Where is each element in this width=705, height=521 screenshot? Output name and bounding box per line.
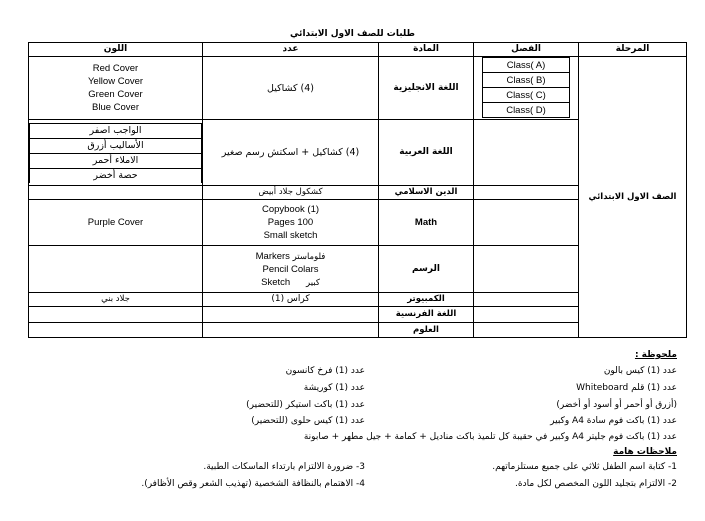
color-math: Purple Cover	[29, 200, 203, 246]
count-computer: كراس (1)	[203, 293, 379, 307]
class-item: Class( B)	[483, 73, 570, 88]
class-empty	[474, 323, 579, 338]
class-item: Class( C)	[483, 88, 570, 103]
subject-islamic: الدين الاسلامي	[379, 186, 474, 200]
count-line: كبير Sketch	[261, 276, 320, 288]
count-science	[203, 323, 379, 338]
color-item: حصة أخضر	[30, 168, 202, 183]
count-french	[203, 307, 379, 323]
class-empty	[474, 246, 579, 293]
color-computer: جلاد بني	[29, 293, 203, 307]
class-empty	[474, 120, 579, 186]
count-line: Pencil Colars	[262, 263, 319, 275]
table-header-row	[29, 43, 687, 57]
page-title: طلبات للصف الاول الابتدائي	[289, 29, 416, 39]
class-list	[482, 57, 570, 118]
color-arabic	[29, 120, 203, 186]
note-item: عدد (1) كيس بالون	[603, 366, 677, 376]
note-item: (أزرق أو أحمر أو أسود أو أخضر)	[556, 400, 677, 410]
count-art	[203, 246, 379, 293]
header-color: اللون	[29, 43, 203, 57]
count-english: (4) كشاكيل	[203, 57, 379, 120]
header-subject: المادة	[379, 43, 474, 57]
count-line: (1) Copybook	[261, 204, 320, 215]
important-heading: ملاحظات هامة	[613, 447, 677, 457]
note-item: عدد (1) كيس حلوى (للتحضير)	[251, 416, 365, 426]
count-math	[203, 200, 379, 246]
count-line: Small sketch	[263, 230, 318, 241]
count-islamic: كشكول جلاد أبيض	[203, 186, 379, 200]
subject-art: الرسم	[379, 246, 474, 293]
important-item: 4- الاهتمام بالنظافة الشخصية (تهذيب الشعر وقص الأظافر).	[141, 479, 365, 489]
class-empty	[474, 200, 579, 246]
important-item: 1- كتابة اسم الطفل ثلاثي على جميع مستلزماتهم.	[492, 462, 677, 472]
note-item: عدد (1) باكت استيكر (للتحضير)	[246, 400, 365, 410]
note-item: عدد (1) باكت فوم جليتر A4 وكبير في حقيبة كل تلميذ باكت مناديل + كمامة + جيل مطهر + صابونة	[303, 432, 677, 442]
subject-math: Math	[379, 200, 474, 246]
color-science	[29, 323, 203, 338]
table-row-english	[29, 57, 687, 120]
arabic-color-list	[29, 123, 202, 183]
supplies-table	[28, 42, 687, 338]
color-french	[29, 307, 203, 323]
color-item: Blue Cover	[92, 102, 139, 113]
note-item: عدد (1) فرخ كانسون	[285, 366, 365, 376]
header-stage: المرحلة	[579, 43, 687, 57]
count-arabic: (4) كشاكيل + اسكتش رسم صغير	[203, 120, 379, 186]
color-item: Yellow Cover	[87, 76, 144, 87]
color-english	[29, 57, 203, 120]
class-list-cell	[474, 57, 579, 120]
color-art	[29, 246, 203, 293]
note-item: عدد (1) قلم Whiteboard	[576, 383, 677, 393]
subject-french: اللغة الفرنسية	[379, 307, 474, 323]
count-line: فلوماستر Markers	[255, 250, 326, 262]
count-line: 100 Pages	[267, 217, 314, 228]
stage-cell: الصف الاول الابتدائي	[579, 57, 687, 338]
important-item: 2- الالتزام بتجليد اللون المخصص لكل مادة.	[515, 479, 677, 489]
important-item: 3- ضرورة الالتزام بارتداء الماسكات الطبية.	[203, 462, 365, 472]
note-item: عدد (1) كوريشة	[303, 383, 365, 393]
class-item: Class( D)	[483, 103, 570, 118]
color-item: الواجب اصفر	[30, 123, 202, 138]
header-count: عدد	[203, 43, 379, 57]
class-item: Class( A)	[483, 58, 570, 73]
subject-science: العلوم	[379, 323, 474, 338]
subject-computer: الكمبيوتر	[379, 293, 474, 307]
header-class: الفصل	[474, 43, 579, 57]
note-item: عدد (1) باكت فوم سادة A4 وكبير	[550, 416, 677, 426]
color-item: الأساليب أزرق	[30, 138, 202, 153]
class-empty	[474, 293, 579, 307]
class-empty	[474, 186, 579, 200]
color-item: Green Cover	[88, 89, 143, 100]
color-item: الاملاء أحمر	[30, 153, 202, 168]
subject-arabic: اللغة العربية	[379, 120, 474, 186]
note-heading: ملحوظة :	[634, 350, 677, 360]
class-empty	[474, 307, 579, 323]
color-item: Red Cover	[92, 63, 139, 74]
color-islamic	[29, 186, 203, 200]
subject-english: اللغة الانجليزية	[379, 57, 474, 120]
